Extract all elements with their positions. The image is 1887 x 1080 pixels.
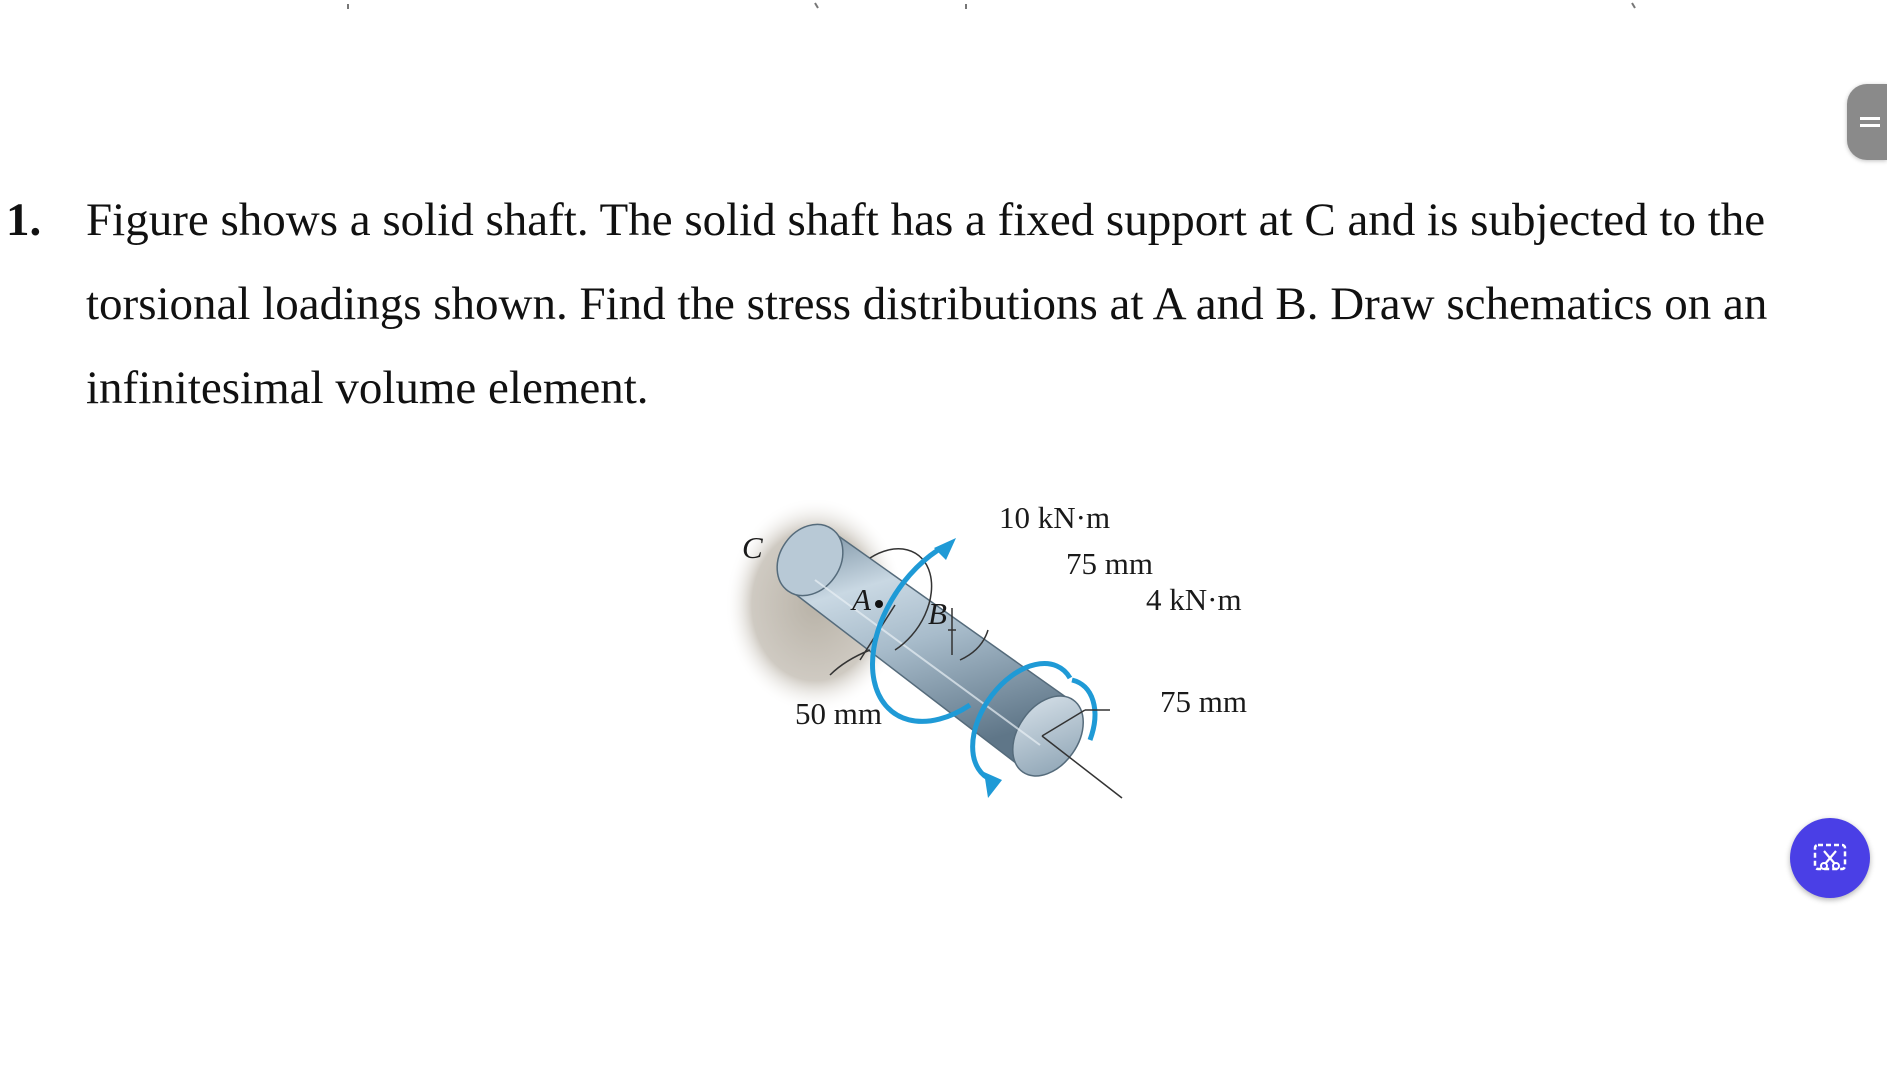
shaft-figure (720, 500, 1280, 880)
scroll-handle[interactable] (1847, 84, 1887, 160)
problem-text (86, 178, 1866, 430)
screen-capture-scissors-icon (1810, 838, 1850, 878)
page-top-edge-marks (0, 0, 1887, 12)
label-torque-4: 4 kN·m (1146, 582, 1242, 617)
label-support-c: C (742, 530, 763, 565)
grip-lines-icon (1860, 117, 1880, 127)
label-radius-50: 50 mm (795, 696, 882, 731)
point-a-dot (875, 600, 883, 608)
label-point-b: B (928, 596, 947, 631)
screen-capture-button[interactable] (1790, 818, 1870, 898)
problem-number: 1. (6, 194, 42, 246)
problem-line: Figure shows a solid shaft. The solid shaft has a fixed support at C and is subjected to the (86, 194, 1766, 246)
problem-line: infinitesimal volume element. (86, 362, 649, 414)
label-length-75-end: 75 mm (1160, 684, 1247, 719)
label-length-75-b: 75 mm (1066, 546, 1153, 581)
problem-line: torsional loadings shown. Find the stress distributions at A and B. Draw schematics on an (86, 278, 1768, 330)
label-point-a: A (852, 582, 871, 617)
label-torque-10: 10 kN·m (999, 500, 1111, 535)
